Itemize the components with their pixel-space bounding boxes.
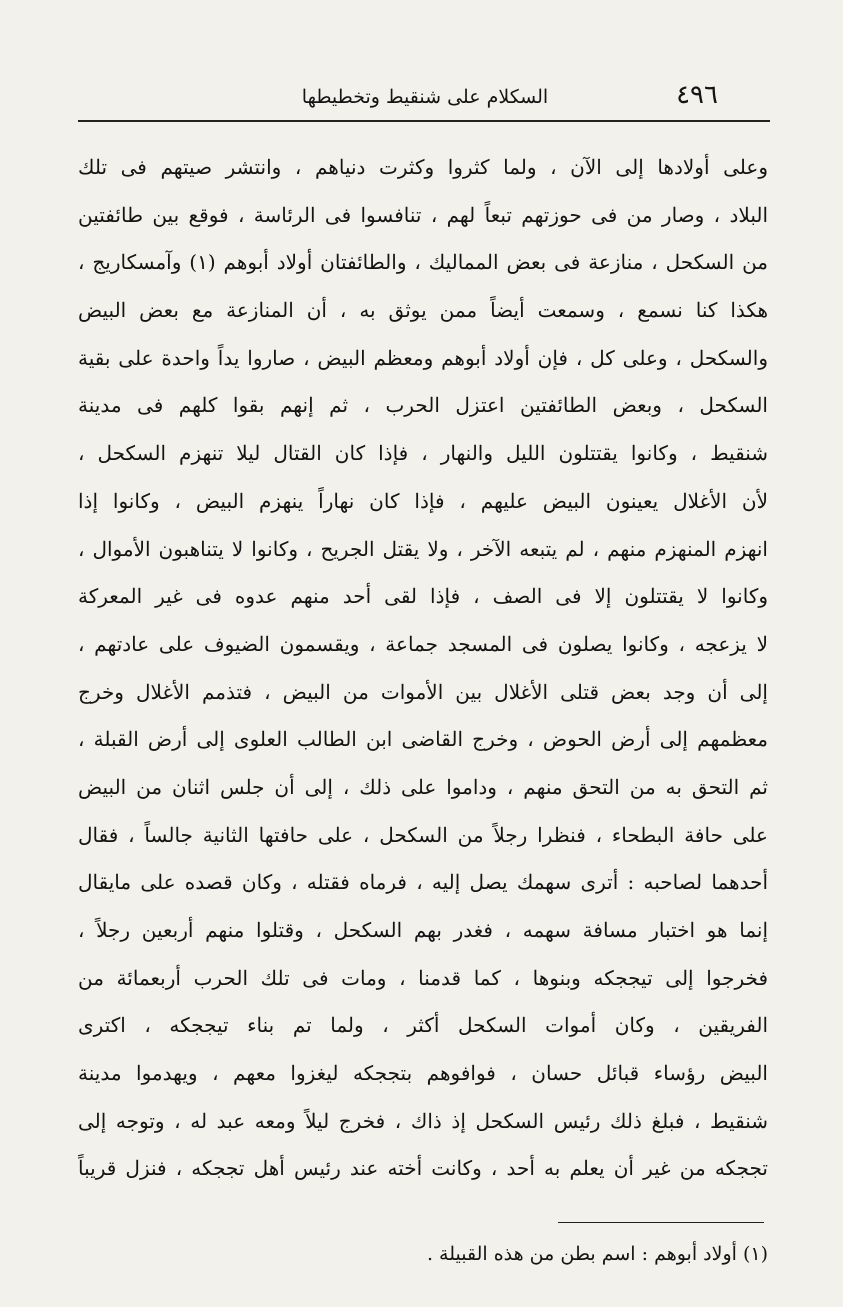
body-text — [78, 144, 768, 1193]
page-number: ٤٩٦ — [676, 80, 718, 110]
running-title: السكلام على شنقيط وتخطيطها — [301, 86, 549, 108]
text-line: من السكحل ، منازعة فى بعض المماليك ، والطائفتان أولاد أبوهم (١) وآمسكاريج ، — [78, 250, 768, 275]
text-line: إنما هو اختبار مسافة سهمه ، فغدر بهم السكحل ، وقتلوا منهم أربعين رجلاً ، — [78, 918, 768, 942]
text-line: وعلى أولادها إلى الآن ، ولما كثروا وكثرت دنياهم ، وانتشر صيتهم فى تلك — [78, 155, 768, 179]
text-line: معظمهم إلى أرض الحوض ، وخرج القاضى ابن الطالب العلوى إلى أرض القبلة ، — [78, 727, 768, 752]
footnote: (١) أولاد أبوهم : اسم بطن من هذه القبيلة . — [426, 1243, 768, 1265]
text-line: لأن الأغلال يعينون البيض عليهم ، فإذا كان نهاراً ينهزم البيض ، وكانوا إذا — [78, 488, 768, 513]
text-line: لا يزعجه ، وكانوا يصلون فى المسجد جماعة ، ويقسمون الضيوف على عادتهم ، — [78, 631, 768, 656]
text-line: هكذا كنا نسمع ، وسمعت أيضاً ممن يوثق به ، أن المنازعة مع بعض البيض — [78, 298, 768, 323]
text-line: تججكه من غير أن يعلم به أحد ، وكانت أخته عند رئيس أهل تججكه ، فنزل قريباً — [78, 1156, 768, 1181]
text-line: إلى أن وجد بعض قتلى الأغلال بين الأموات من البيض ، فتذمم الأغلال وخرج — [78, 679, 768, 704]
text-line: والسكحل ، وعلى كل ، فإن أولاد أبوهم ومعظم البيض ، صاروا يداً واحدة على بقية — [78, 345, 768, 370]
page-header — [80, 78, 770, 116]
text-line: البلاد ، وصار من فى حوزتهم تبعاً لهم ، تنافسوا فى الرئاسة ، فوقع بين طائفتين — [78, 202, 768, 227]
text-line: السكحل ، وبعض الطائفتين اعتزل الحرب ، ثم إنهم بقوا كلهم فى مدينة — [78, 393, 768, 418]
text-line: انهزم المنهزم منهم ، لم يتبعه الآخر ، ولا يقتل الجريح ، وكانوا لا يتناهبون الأموال ، — [78, 536, 768, 561]
header-divider — [78, 120, 770, 122]
text-line: أحدهما لصاحبه : أترى سهمك يصل إليه ، فرماه فقتله ، وكان قصده على مايقال — [78, 870, 768, 895]
text-line: الفريقين ، وكان أموات السكحل أكثر ، ولما تم بناء تيججكه ، اكترى — [78, 1013, 768, 1038]
text-line: وكانوا لا يقتتلون إلا فى الصف ، فإذا لقى أحد منهم عدوه فى غير المعركة — [78, 584, 768, 609]
text-line: شنقيط ، وكانوا يقتتلون الليل والنهار ، فإذا كان القتال ليلا تنهزم السكحل ، — [78, 441, 768, 466]
text-line: شنقيط ، فبلغ ذلك رئيس السكحل إذ ذاك ، فخرج ليلاً ومعه عبد له ، وتوجه إلى — [78, 1108, 768, 1133]
text-line: ثم التحق به من التحق منهم ، وداموا على ذلك ، إلى أن جلس اثنان من البيض — [78, 774, 768, 799]
text-line: على حافة البطحاء ، فنظرا رجلاً من السكحل ، على حافتها الثانية جالساً ، فقال — [78, 822, 768, 847]
text-line: فخرجوا إلى تيججكه وبنوها ، كما قدمنا ، ومات فى تلك الحرب أربعمائة من — [78, 965, 768, 990]
footnote-divider — [558, 1222, 764, 1223]
text-line: البيض رؤساء قبائل حسان ، فوافوهم بتججكه ليغزوا معهم ، ويهدموا مدينة — [78, 1061, 768, 1086]
